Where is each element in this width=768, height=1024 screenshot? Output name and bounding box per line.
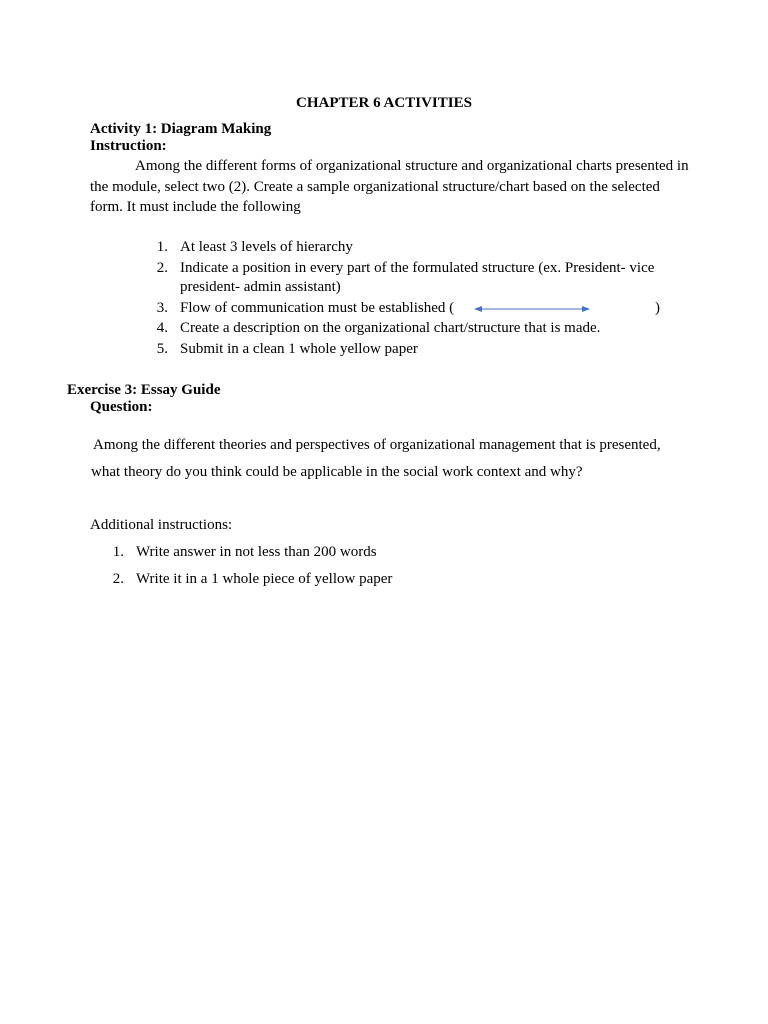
- activity1-paragraph-text: Among the different forms of organizational structure and organizational charts presented in the module, select two (2). Create a sample organizational structure/chart based on the selected form. It must include the following: [90, 158, 689, 215]
- list-item-text: At least 3 levels of hierarchy: [180, 239, 353, 255]
- list-item-number: 2.: [112, 571, 124, 587]
- additional-instructions-label: Additional instructions:: [90, 517, 233, 533]
- double-arrow-icon: [470, 302, 594, 316]
- instruction-label: Instruction:: [90, 138, 167, 154]
- list-item-text: Flow of communication must be established (: [180, 300, 455, 316]
- list-item-text: Indicate a position in every part of the formulated structure (ex. President- vice: [180, 260, 655, 276]
- list-item-number: 1.: [156, 239, 168, 255]
- list-item-text-continued: president- admin assistant): [180, 279, 341, 295]
- question-line-2: what theory do you think could be applicable in the social work context and why?: [91, 464, 583, 480]
- list-item-number: 5.: [156, 341, 168, 357]
- list-item-number: 2.: [156, 260, 168, 276]
- list-item-text: Submit in a clean 1 whole yellow paper: [180, 341, 418, 357]
- list-item-number: 1.: [112, 544, 124, 560]
- question-line-1: Among the different theories and perspectives of organizational management that is presented,: [93, 437, 661, 453]
- list-item-text: Create a description on the organizational chart/structure that is made.: [180, 320, 601, 336]
- list-item-number: 4.: [156, 320, 168, 336]
- activity1-heading: Activity 1: Diagram Making: [90, 121, 272, 137]
- activity1-paragraph: [90, 156, 690, 218]
- exercise3-heading: Exercise 3: Essay Guide: [67, 382, 221, 398]
- list-item-close-paren: ): [655, 300, 660, 316]
- list-item-text: Write answer in not less than 200 words: [136, 544, 377, 560]
- question-label: Question:: [90, 399, 153, 415]
- list-item-text: Write it in a 1 whole piece of yellow paper: [136, 571, 393, 587]
- page-title: CHAPTER 6 ACTIVITIES: [296, 95, 472, 111]
- list-item-number: 3.: [156, 300, 168, 316]
